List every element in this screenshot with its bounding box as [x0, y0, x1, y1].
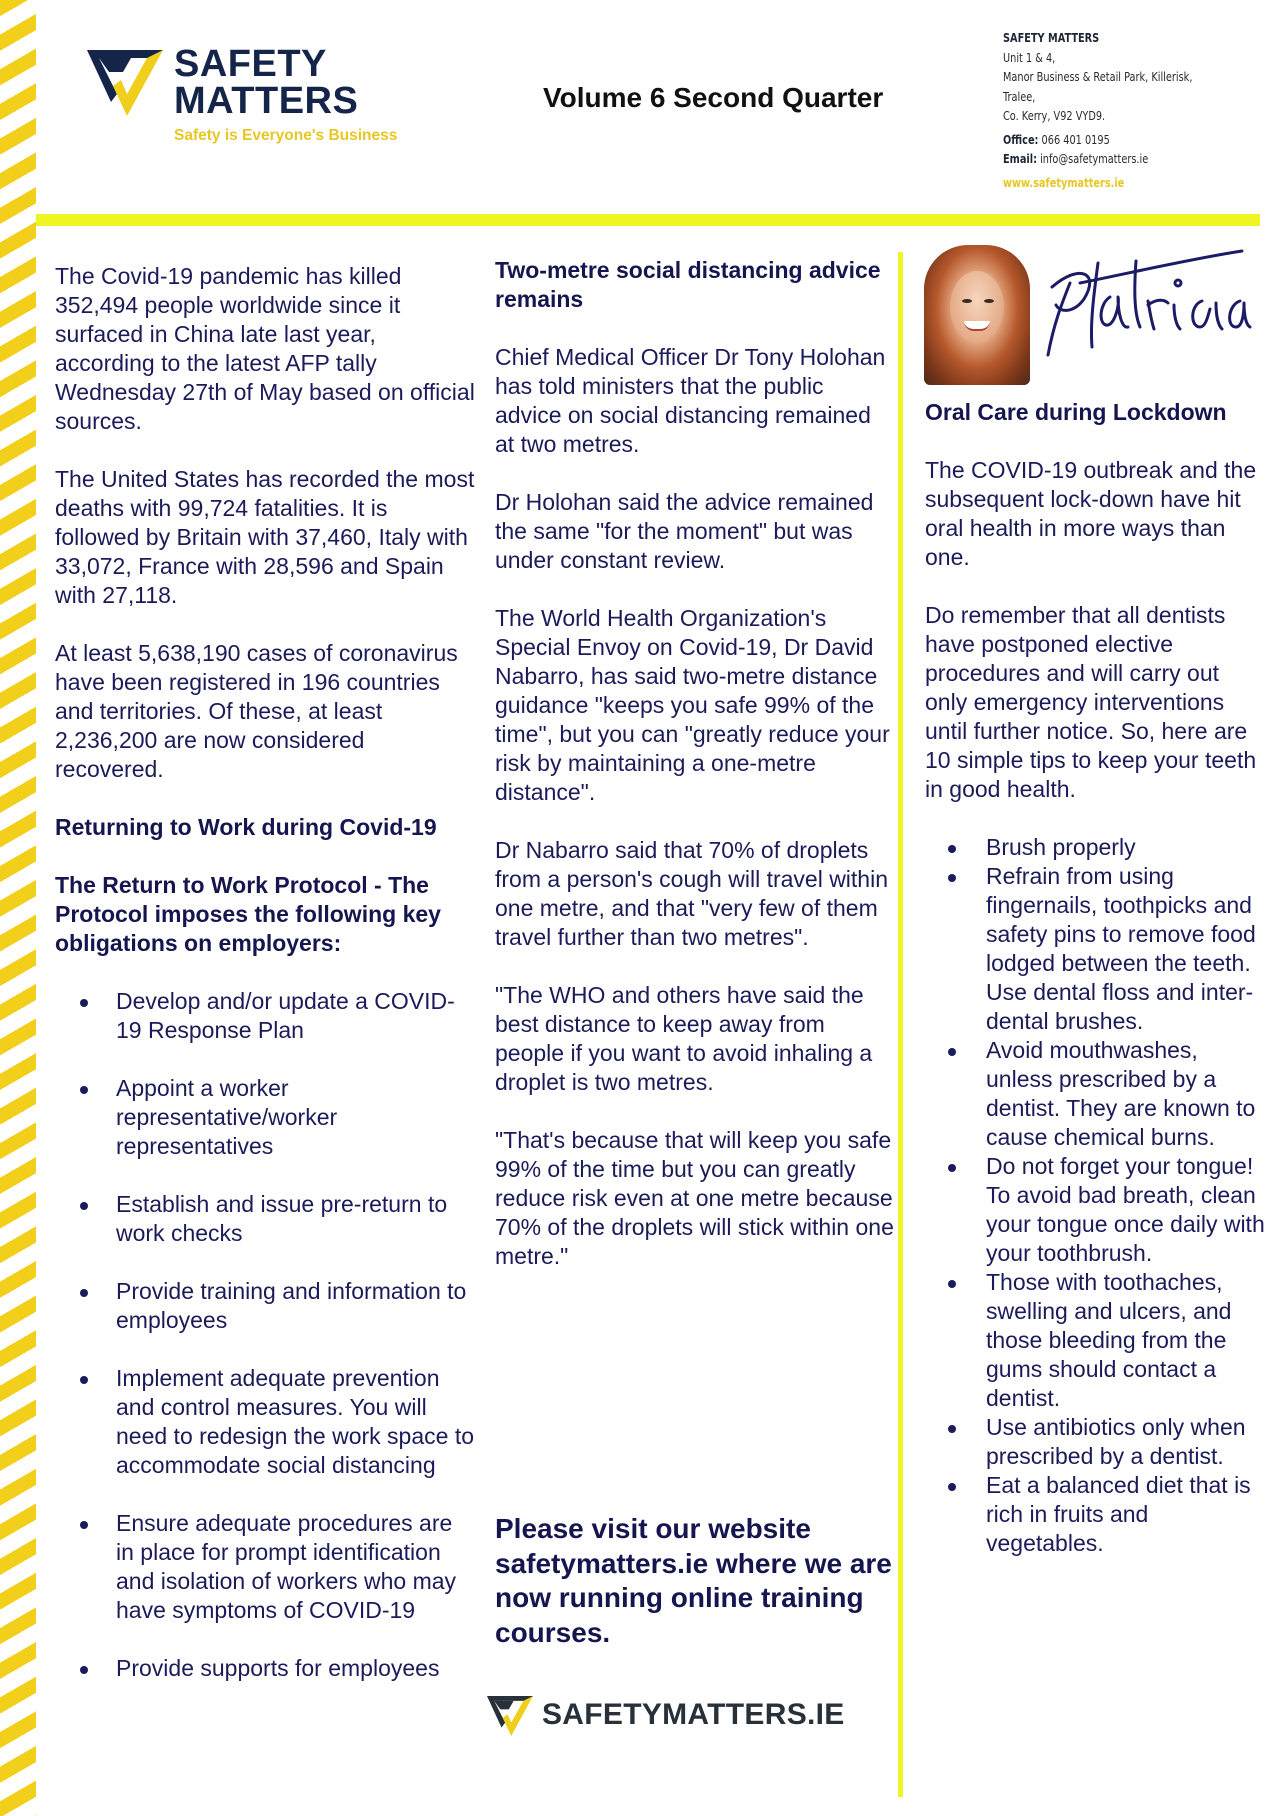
obligation-item: Implement adequate prevention and control measures. You will need to redesign the work space to accommodate social distancing: [55, 1364, 475, 1480]
tip-item: Brush properly: [925, 833, 1265, 862]
returning-to-work-heading: Returning to Work during Covid-19: [55, 814, 437, 840]
website-promo: Please visit our website safetymatters.ie where we are now running online training courses.: [495, 1513, 892, 1648]
obligation-item: Ensure adequate procedures are in place for prompt identification and isolation of workers who may have symptoms of COVID-19: [55, 1509, 475, 1625]
website-link[interactable]: www.safetymatters.ie: [1003, 174, 1125, 190]
left-column: [55, 262, 475, 1712]
tip-item: Avoid mouthwashes, unless prescribed by a dentist. They are known to cause chemical burns.: [925, 1036, 1265, 1152]
obligation-item: Establish and issue pre-return to work checks: [55, 1190, 475, 1248]
mid-paragraph: "That's because that will keep you safe 99% of the time but you can greatly reduce risk even at one metre because 70% of the droplets will stick within one metre.": [495, 1127, 894, 1269]
volume-title: Volume 6 Second Quarter: [543, 82, 884, 113]
mid-paragraph: "The WHO and others have said the best distance to keep away from people if you want to avoid inhaling a droplet is two metres.: [495, 982, 873, 1095]
tip-item: Use antibiotics only when prescribed by a dentist.: [925, 1413, 1265, 1471]
mid-paragraph: Dr Holohan said the advice remained the same "for the moment" but was under constant review.: [495, 489, 874, 573]
obligations-list: [55, 987, 475, 1683]
two-metre-heading: Two-metre social distancing advice remains: [495, 257, 881, 312]
oral-tips-list: [925, 833, 1265, 1558]
oral-paragraph: Do remember that all dentists have postponed elective procedures and will carry out only emergency interventions until further notice. So, here are 10 simple tips to keep your teeth in good health.: [925, 602, 1257, 802]
cases-paragraph: At least 5,638,190 cases of coronavirus have been registered in 196 countries and territories. Of these, at least 2,236,200 are now considered recovered.: [55, 640, 458, 782]
email: [1003, 149, 1192, 169]
logo-tagline: Safety is Everyone's Business: [174, 127, 398, 144]
address-line-3: Tralee,: [1003, 88, 1036, 104]
logo-line-1: SAFETY: [174, 43, 327, 85]
right-column: [925, 250, 1265, 1558]
tip-item: Eat a balanced diet that is rich in fruits and vegetables.: [925, 1471, 1265, 1558]
mid-paragraph: Chief Medical Officer Dr Tony Holohan has told ministers that the public advice on social distancing remained at two metres.: [495, 344, 886, 457]
contact-block: [1003, 28, 1192, 192]
obligation-item: Appoint a worker representative/worker representatives: [55, 1074, 475, 1161]
email-link[interactable]: info@safetymatters.ie: [1040, 151, 1149, 166]
contact-company: SAFETY MATTERS: [1003, 30, 1100, 45]
tip-item: Refrain from using fingernails, toothpicks and safety pins to remove food lodged between the teeth. Use dental floss and inter-dental brushes.: [925, 862, 1265, 1036]
address-line-1: Unit 1 & 4,: [1003, 49, 1056, 65]
safety-matters-logo: [87, 43, 417, 146]
protocol-heading: The Return to Work Protocol - The Protocol imposes the following key obligations on employers:: [55, 872, 441, 956]
column-divider: [898, 252, 903, 1797]
address-line-4: Co. Kerry, V92 VYD9.: [1003, 108, 1106, 123]
logo-wordmark: [174, 43, 359, 122]
office-value: 066 401 0195: [1041, 131, 1110, 147]
oral-paragraph: The COVID-19 outbreak and the subsequent lock-down have hit oral health in more ways than one.: [925, 457, 1257, 570]
email-label: Email:: [1003, 151, 1037, 166]
logo-line-2: MATTERS: [174, 80, 359, 122]
hazard-stripe-border: [0, 0, 36, 1816]
address-line-2: Manor Business & Retail Park, Killerisk,: [1003, 69, 1193, 84]
country-deaths-paragraph: The United States has recorded the most deaths with 99,724 fatalities. It is followed by Britain with 37,460, Italy with 33,072, France with 28,596 and Spain with 27,118.: [55, 466, 475, 608]
check-triangle-logo-icon: [87, 50, 163, 116]
footer-logo: [486, 1696, 906, 1742]
obligation-item: Provide training and information to employees: [55, 1277, 475, 1335]
tip-item: Those with toothaches, swelling and ulcers, and those bleeding from the gums should contact a dentist.: [925, 1268, 1265, 1413]
obligation-item: Develop and/or update a COVID-19 Response Plan: [55, 987, 475, 1045]
covid-deaths-paragraph: The Covid-19 pandemic has killed 352,494 people worldwide since it surfaced in China late last year, according to the latest AFP tally Wednesday 27th of May based on official sources.: [55, 263, 475, 434]
office-phone: [1003, 130, 1192, 150]
middle-column: [495, 256, 895, 1300]
office-label: Office:: [1003, 131, 1039, 147]
tip-item: Do not forget your tongue! To avoid bad breath, clean your tongue once daily with your toothbrush.: [925, 1152, 1265, 1268]
footer-logo-text: SAFETYMATTERS.IE: [542, 1698, 845, 1731]
oral-care-heading: Oral Care during Lockdown: [925, 399, 1227, 425]
mid-paragraph: The World Health Organization's Special Envoy on Covid-19, Dr David Nabarro, has said two-metre distance guidance "keeps you safe 99% of the time", but you can "greatly reduce your risk by maintaining a one-metre distance".: [495, 605, 890, 805]
header-divider: [36, 214, 1260, 226]
obligation-item: Provide supports for employees: [55, 1654, 475, 1683]
check-triangle-logo-icon: [486, 1696, 534, 1736]
mid-paragraph: Dr Nabarro said that 70% of droplets from a person's cough will travel within one metre, and that "very few of them travel further than two metres".: [495, 837, 888, 950]
